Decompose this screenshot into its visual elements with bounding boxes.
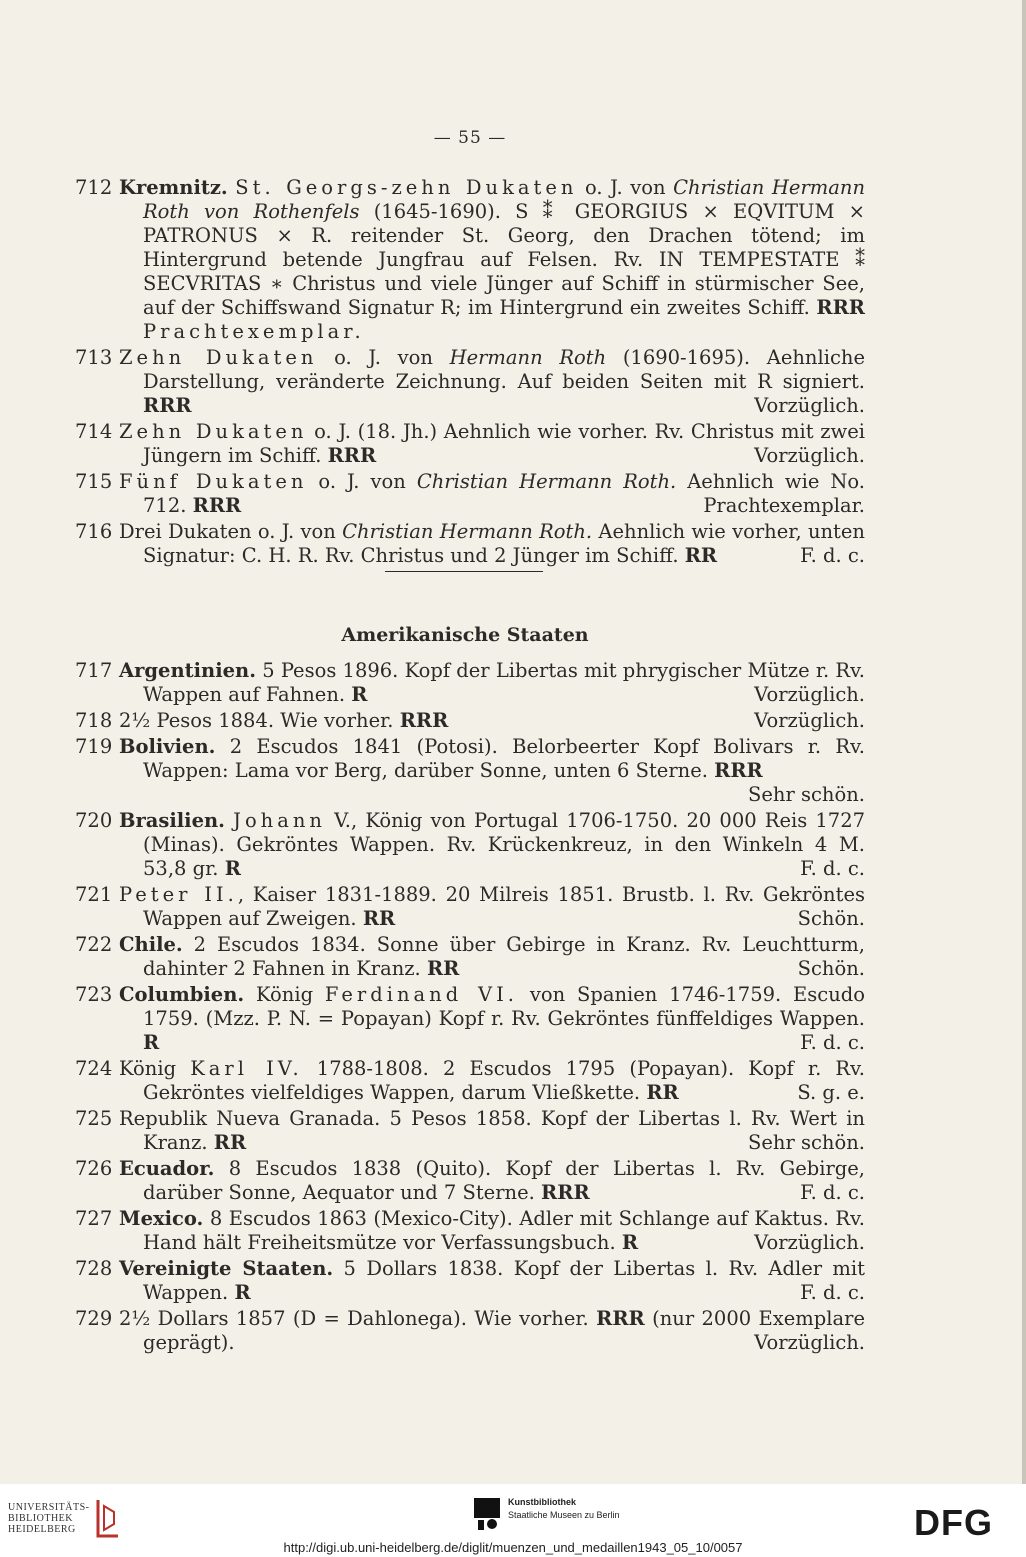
entry-emphasis: Chile.	[119, 933, 183, 956]
entry-number: 720	[75, 809, 113, 832]
entry-emphasis: Kremnitz.	[119, 176, 228, 199]
ub-logo-line: HEIDELBERG	[8, 1524, 76, 1535]
entry-emphasis: RRR	[143, 394, 192, 417]
catalog-entry	[75, 520, 865, 568]
section-divider	[385, 571, 543, 572]
entry-emphasis: RRR	[399, 709, 449, 732]
kunstbibliothek-label	[508, 1496, 620, 1522]
entry-number: 722	[75, 933, 113, 956]
entry-emphasis: RRR	[541, 1181, 590, 1204]
entry-grade: Vorzüglich.	[754, 1231, 865, 1254]
entry-description	[119, 470, 865, 518]
entry-spaced-text: St. Georgs-zehn Dukaten	[235, 176, 578, 199]
catalog-entry	[75, 983, 865, 1055]
entry-number: 721	[75, 883, 113, 906]
entry-text: o. J. von	[307, 470, 417, 493]
kunstbibliothek-subtitle: Staatliche Museen zu Berlin	[508, 1510, 620, 1520]
entry-text: 8 Escudos 1863 (Mexico-City). Adler mit Schlange auf Kaktus. Rv. Hand hält Freiheitsmütze vor Verfassungsbuch.	[143, 1207, 865, 1254]
entry-spaced-text: Zehn Dukaten	[119, 346, 318, 369]
entry-grade: F. d. c.	[800, 1031, 865, 1054]
entry-description	[119, 1057, 865, 1105]
entry-grade: Vorzüglich.	[754, 394, 865, 417]
ub-seal-icon	[90, 1496, 124, 1540]
entry-number: 714	[75, 420, 113, 443]
entry-engraver: Christian Hermann Roth.	[416, 470, 677, 493]
entry-number: 712	[75, 176, 113, 199]
entry-number: 716	[75, 520, 113, 543]
entry-grade: Schön.	[797, 907, 865, 930]
entry-text: von Spanien 1746-1759. Escudo 1759. (Mzz. P. N. = Popayan) Kopf r. Rv. Gekröntes fünffeldiges Wappen.	[143, 983, 865, 1030]
entry-text: Republik Nueva Granada. 5 Pesos 1858. Kopf der Libertas l. Rv. Wert in Kranz.	[119, 1107, 865, 1154]
entry-description	[119, 983, 865, 1055]
catalog-entry	[75, 809, 865, 881]
entry-text: 1788-1808. 2 Escudos 1795 (Popayan). Kopf r. Rv. Gekröntes vielfeldiges Wappen, darum Vließkette.	[143, 1057, 865, 1104]
entry-spaced-text: Zehn Dukaten	[119, 420, 308, 443]
entry-text: Aehnlich wie No. 712.	[143, 470, 866, 517]
ub-logo-line: BIBLIOTHEK	[8, 1513, 73, 1524]
catalog-entry	[75, 470, 865, 518]
entry-emphasis: RRR	[816, 296, 865, 319]
catalog-entry	[75, 735, 865, 807]
entry-number: 728	[75, 1257, 113, 1280]
entry-description	[119, 1157, 865, 1205]
entry-grade: F. d. c.	[800, 1181, 865, 1204]
entry-grade: Prachtexemplar.	[703, 494, 865, 517]
entry-emphasis: Brasilien.	[119, 809, 225, 832]
entry-emphasis: Ecuador.	[119, 1157, 215, 1180]
page-edge	[1022, 0, 1026, 1484]
entry-description	[119, 659, 865, 707]
catalog-entry	[75, 883, 865, 931]
entry-number: 718	[75, 709, 113, 732]
entry-description	[119, 735, 865, 807]
permalink-url[interactable]: http://digi.ub.uni-heidelberg.de/diglit/muenzen_und_medaillen1943_05_10/0057	[283, 1540, 743, 1555]
catalog-entries-america	[75, 659, 865, 1357]
entry-text: König	[244, 983, 325, 1006]
entry-emphasis: RRR	[596, 1307, 645, 1330]
entry-grade: Schön.	[797, 957, 865, 980]
entry-emphasis: R	[224, 857, 241, 880]
entry-description	[119, 1257, 865, 1305]
entry-spaced-text: Fünf Dukaten	[119, 470, 308, 493]
entry-text: 2 Escudos 1841 (Potosi). Belorbeerter Kopf Bolivars r. Rv. Wappen: Lama vor Berg, darüber Sonne, unten 6 Sterne.	[143, 735, 865, 782]
section-title: Amerikanische Staaten	[341, 624, 589, 646]
entry-text	[225, 809, 233, 832]
entry-grade: F. d. c.	[800, 544, 865, 567]
entry-text: König	[119, 1057, 191, 1080]
entry-engraver: Christian Hermann Roth.	[342, 520, 593, 543]
entry-emphasis: Vereinigte Staaten.	[119, 1257, 334, 1280]
entry-description	[119, 933, 865, 981]
entry-emphasis: Bolivien.	[119, 735, 216, 758]
entry-text: (1645-1690). S ⁑ GEORGIUS × EQVITUM × PATRONUS × R. reitender St. Georg, den Drachen tötend; im Hintergrund betende Jungfrau auf Felsen. Rv. IN TEMPESTATE ⁑ SECVRITAS ∗ Christus und viele Jünger auf Schiff in stürmischer See, auf der Schiffswand Signatur R; im Hintergrund ein zweites Schiff.	[143, 200, 865, 319]
entry-number: 729	[75, 1307, 113, 1330]
entry-text: 2½ Dollars 1857 (D = Dahlonega). Wie vorher.	[119, 1307, 597, 1330]
entry-grade: Vorzüglich.	[754, 444, 865, 467]
entry-number: 715	[75, 470, 113, 493]
entry-text: V., König von Portugal 1706-1750. 20 000 Reis 1727 (Minas). Gekröntes Wappen. Rv. Krückenkreuz, in den Winkeln 4 M. 53,8 gr.	[143, 809, 866, 880]
dfg-logo: DFG	[914, 1502, 993, 1543]
entry-grade: Sehr schön.	[748, 783, 865, 806]
catalog-entry	[75, 420, 865, 468]
entry-emphasis: RR	[362, 907, 396, 930]
entry-description	[119, 346, 865, 418]
entry-description	[119, 420, 865, 468]
kunstbibliothek-logo-icon	[474, 1498, 500, 1532]
entry-grade: S. g. e.	[797, 1081, 865, 1104]
catalog-entry	[75, 1307, 865, 1355]
entry-spaced-text: Johann	[233, 809, 326, 832]
entry-text: (1690-1695). Aehnliche Darstellung, veränderte Zeichnung. Auf beiden Seiten mit R signiert.	[143, 346, 865, 393]
entry-text: , Kaiser 1831-1889. 20 Milreis 1851. Brustb. l. Rv. Gekröntes Wappen auf Zweigen.	[143, 883, 865, 930]
entry-emphasis: Columbien.	[119, 983, 245, 1006]
entry-number: 723	[75, 983, 113, 1006]
entry-spaced-text: Ferdinand VI.	[324, 983, 518, 1006]
entry-text: 8 Escudos 1838 (Quito). Kopf der Libertas l. Rv. Gebirge, darüber Sonne, Aequator und 7 Sterne.	[143, 1157, 865, 1204]
entry-description	[119, 809, 865, 881]
entry-description	[119, 520, 865, 568]
entry-text: 2 Escudos 1834. Sonne über Gebirge in Kranz. Rv. Leuchtturm, dahinter 2 Fahnen in Kranz.	[143, 933, 865, 980]
entry-grade: F. d. c.	[800, 1281, 865, 1304]
entry-number: 719	[75, 735, 113, 758]
entry-emphasis: R	[143, 1031, 160, 1054]
catalog-entry	[75, 1107, 865, 1155]
entry-emphasis: R	[621, 1231, 639, 1254]
entry-text: 5 Pesos 1896. Kopf der Libertas mit phrygischer Mütze r. Rv. Wappen auf Fahnen.	[143, 659, 865, 706]
entry-grade: Vorzüglich.	[754, 709, 865, 732]
entry-engraver: Hermann Roth	[449, 346, 607, 369]
entry-emphasis: R	[351, 683, 368, 706]
entry-emphasis: RRR	[714, 759, 763, 782]
entry-description	[119, 883, 865, 931]
entry-text: 5 Dollars 1838. Kopf der Libertas l. Rv. Adler mit Wappen.	[143, 1257, 865, 1304]
entry-emphasis: Argentinien.	[119, 659, 256, 682]
entry-grade: Sehr schön.	[748, 1131, 865, 1154]
ub-logo-line: UNIVERSITÄTS-	[8, 1502, 90, 1513]
entry-text: 2½ Pesos 1884. Wie vorher.	[119, 709, 400, 732]
entry-text: Drei Dukaten o. J. von	[119, 520, 343, 543]
entry-number: 724	[75, 1057, 113, 1080]
entry-text: o. J. von	[577, 176, 674, 199]
catalog-entry	[75, 176, 865, 344]
entry-emphasis: RRR	[192, 494, 242, 517]
catalog-entry	[75, 933, 865, 981]
entry-emphasis: Mexico.	[119, 1207, 204, 1230]
catalog-entry	[75, 346, 865, 418]
entry-number: 727	[75, 1207, 113, 1230]
catalog-entry	[75, 659, 865, 707]
entry-description	[119, 1107, 865, 1155]
catalog-entry	[75, 1057, 865, 1105]
entry-emphasis: RRR	[327, 444, 377, 467]
entry-description	[119, 176, 865, 344]
digitization-footer	[0, 1484, 1026, 1557]
entry-grade: Vorzüglich.	[754, 683, 865, 706]
entry-number: 726	[75, 1157, 113, 1180]
entry-number: 713	[75, 346, 113, 369]
entry-emphasis: RR	[646, 1081, 679, 1104]
entry-number: 725	[75, 1107, 113, 1130]
entry-grade: F. d. c.	[800, 857, 865, 880]
entry-emphasis: R	[234, 1281, 251, 1304]
catalog-entry	[75, 1207, 865, 1255]
entry-number: 717	[75, 659, 113, 682]
entry-text: o. J. (18. Jh.) Aehnlich wie vorher. Rv. Christus mit zwei Jüngern im Schiff.	[143, 420, 865, 467]
entry-engraver: Christian Hermann Roth von Rothenfels	[143, 176, 865, 223]
catalog-entry	[75, 709, 865, 733]
entry-spaced-text: Prachtexemplar.	[143, 320, 365, 343]
entry-emphasis: RR	[426, 957, 460, 980]
catalog-entry	[75, 1157, 865, 1205]
entry-spaced-text: Karl IV.	[190, 1057, 303, 1080]
entry-text: Aehnlich wie vorher, unten Signatur: C. H. R. Rv. Christus und 2 Jünger im Schiff.	[143, 520, 865, 567]
page-number: — 55 —	[433, 128, 507, 148]
entry-description	[119, 709, 865, 733]
kunstbibliothek-name: Kunstbibliothek	[508, 1497, 576, 1507]
ub-heidelberg-logo	[8, 1502, 90, 1535]
entry-text: (nur 2000 Exemplare geprägt).	[143, 1307, 865, 1354]
entry-spaced-text: Peter II.	[119, 883, 238, 906]
entry-grade: Vorzüglich.	[754, 1331, 865, 1354]
entry-emphasis: RR	[213, 1131, 247, 1154]
entry-emphasis: RR	[684, 544, 718, 567]
catalog-entries-hungary	[75, 176, 865, 570]
catalog-entry	[75, 1257, 865, 1305]
entry-description	[119, 1307, 865, 1355]
entry-description	[119, 1207, 865, 1255]
entry-text: o. J. von	[317, 346, 450, 369]
